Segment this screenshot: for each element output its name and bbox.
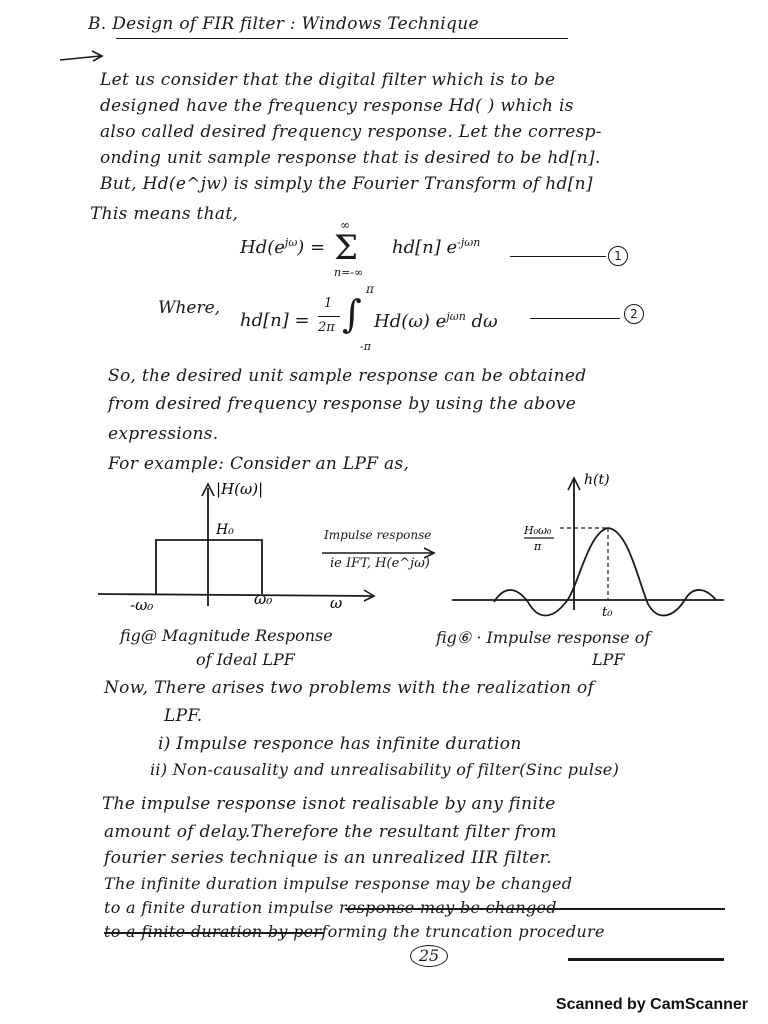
bottom-rule	[568, 958, 724, 961]
paragraph1-line: But, Hd(e^jw) is simply the Fourier Transform of hd[n]	[100, 174, 593, 194]
fig-a-x-axis-label: ω	[330, 594, 343, 612]
page-number: 25	[410, 945, 448, 967]
arrow-label-bottom: ie IFT, H(e^jω)	[330, 556, 430, 571]
eq1-leader	[510, 256, 606, 257]
eq2-int-top: π	[366, 282, 374, 296]
paragraph2-line: So, the desired unit sample response can be obtained	[108, 366, 587, 386]
eq2-leader	[530, 318, 620, 319]
fig-a-x-right: ω₀	[254, 590, 273, 608]
paragraph1-line: also called desired frequency response. Let the corresp-	[100, 122, 602, 142]
eq1-lhs: Hd(e	[240, 237, 285, 258]
fig-b-y-label: h(t)	[584, 472, 610, 488]
fig-b-sinc-curve	[494, 528, 716, 616]
paragraph3-line: The impulse response isnot realisable by any finite	[102, 794, 556, 814]
fig-b-caption-1: fig⑥ · Impulse response of	[436, 628, 651, 647]
paragraph1-line: onding unit sample response that is desired to be hd[n].	[100, 148, 601, 168]
strike-through-2	[104, 932, 324, 934]
fig-b-impulse-plot	[448, 470, 728, 620]
eq1-rhs: hd[n] e	[392, 237, 458, 258]
fig-a-x-left: -ω₀	[130, 596, 154, 614]
arrow-label-top: Impulse response	[324, 528, 432, 542]
paragraph2-line: from desired frequency response by using the above	[108, 394, 577, 414]
eq2-frac-bar	[318, 316, 340, 317]
paragraph3-line: to a finite duration by performing the truncation procedure	[104, 922, 605, 941]
eq1-sum-bottom: n=-∞	[334, 266, 364, 279]
eq2-rhs-end: dω	[471, 311, 498, 332]
eq2-frac-num: 1	[324, 296, 333, 311]
paragraph3-line: i) Impulse responce has infinite duration	[158, 734, 522, 754]
fig-a-y-label: |H(ω)|	[216, 480, 264, 498]
eq2-int-bottom: -π	[360, 340, 371, 353]
eq2-number: 2	[624, 304, 644, 324]
eq2-rhs: Hd(ω) e	[374, 311, 447, 332]
eq1-sum-sign: Σ	[334, 228, 359, 268]
eq1-lhs-end: ) =	[297, 237, 326, 258]
eq1-lhs-sup: jω	[284, 236, 298, 249]
paragraph3-line: ii) Non-causality and unrealisability of filter(Sinc pulse)	[150, 760, 620, 779]
eq2-where: Where,	[158, 298, 221, 318]
paragraph3-line: fourier series technique is an unrealized IIR filter.	[104, 848, 552, 868]
fig-a-caption-1: fig@ Magnitude Response	[120, 626, 333, 645]
eq1-number: 1	[608, 246, 628, 266]
paragraph2-line: For example: Consider an LPF as,	[108, 454, 410, 474]
paragraph3-line: Now, There arises two problems with the realization of	[104, 678, 595, 698]
paragraph3-line: LPF.	[164, 706, 203, 726]
fig-b-caption-2: LPF	[592, 650, 625, 669]
scanner-watermark: Scanned by CamScanner	[555, 996, 748, 1013]
paragraph1-line: designed have the frequency response Hd( ) which is	[100, 96, 574, 116]
paragraph1-line: Let us consider that the digital filter which is to be	[100, 70, 556, 90]
eq1-rhs-sup: -jωn	[457, 236, 481, 249]
heading-underline	[116, 38, 568, 39]
fig-a-caption-2: of Ideal LPF	[196, 650, 295, 669]
eq1-sum-top: ∞	[340, 218, 350, 232]
margin-arrow-icon	[58, 48, 108, 68]
page-heading: B. Design of FIR filter : Windows Technique	[88, 14, 479, 34]
fig-b-peak-num: H₀ω₀	[524, 524, 552, 537]
eq2-frac-den: 2π	[318, 320, 335, 335]
strike-through-1	[345, 908, 725, 910]
fig-b-peak-den: π	[534, 540, 542, 553]
eq2-lhs: hd[n] =	[240, 310, 310, 331]
paragraph3-line: amount of delay.Therefore the resultant filter from	[104, 822, 557, 842]
fig-b-x-label: t₀	[602, 605, 613, 620]
paragraph2-line: expressions.	[108, 424, 219, 444]
paragraph3-line: The infinite duration impulse response may be changed	[104, 874, 573, 893]
paragraph3-line: to a finite duration impulse response may be changed	[104, 898, 557, 917]
paragraph1-line: This means that,	[90, 204, 239, 224]
fig-a-rect-response	[156, 540, 262, 594]
eq2-rhs-sup: jωn	[446, 310, 466, 323]
eq2-integral: ∫	[342, 292, 362, 336]
fig-a-level-label: H₀	[216, 522, 234, 538]
